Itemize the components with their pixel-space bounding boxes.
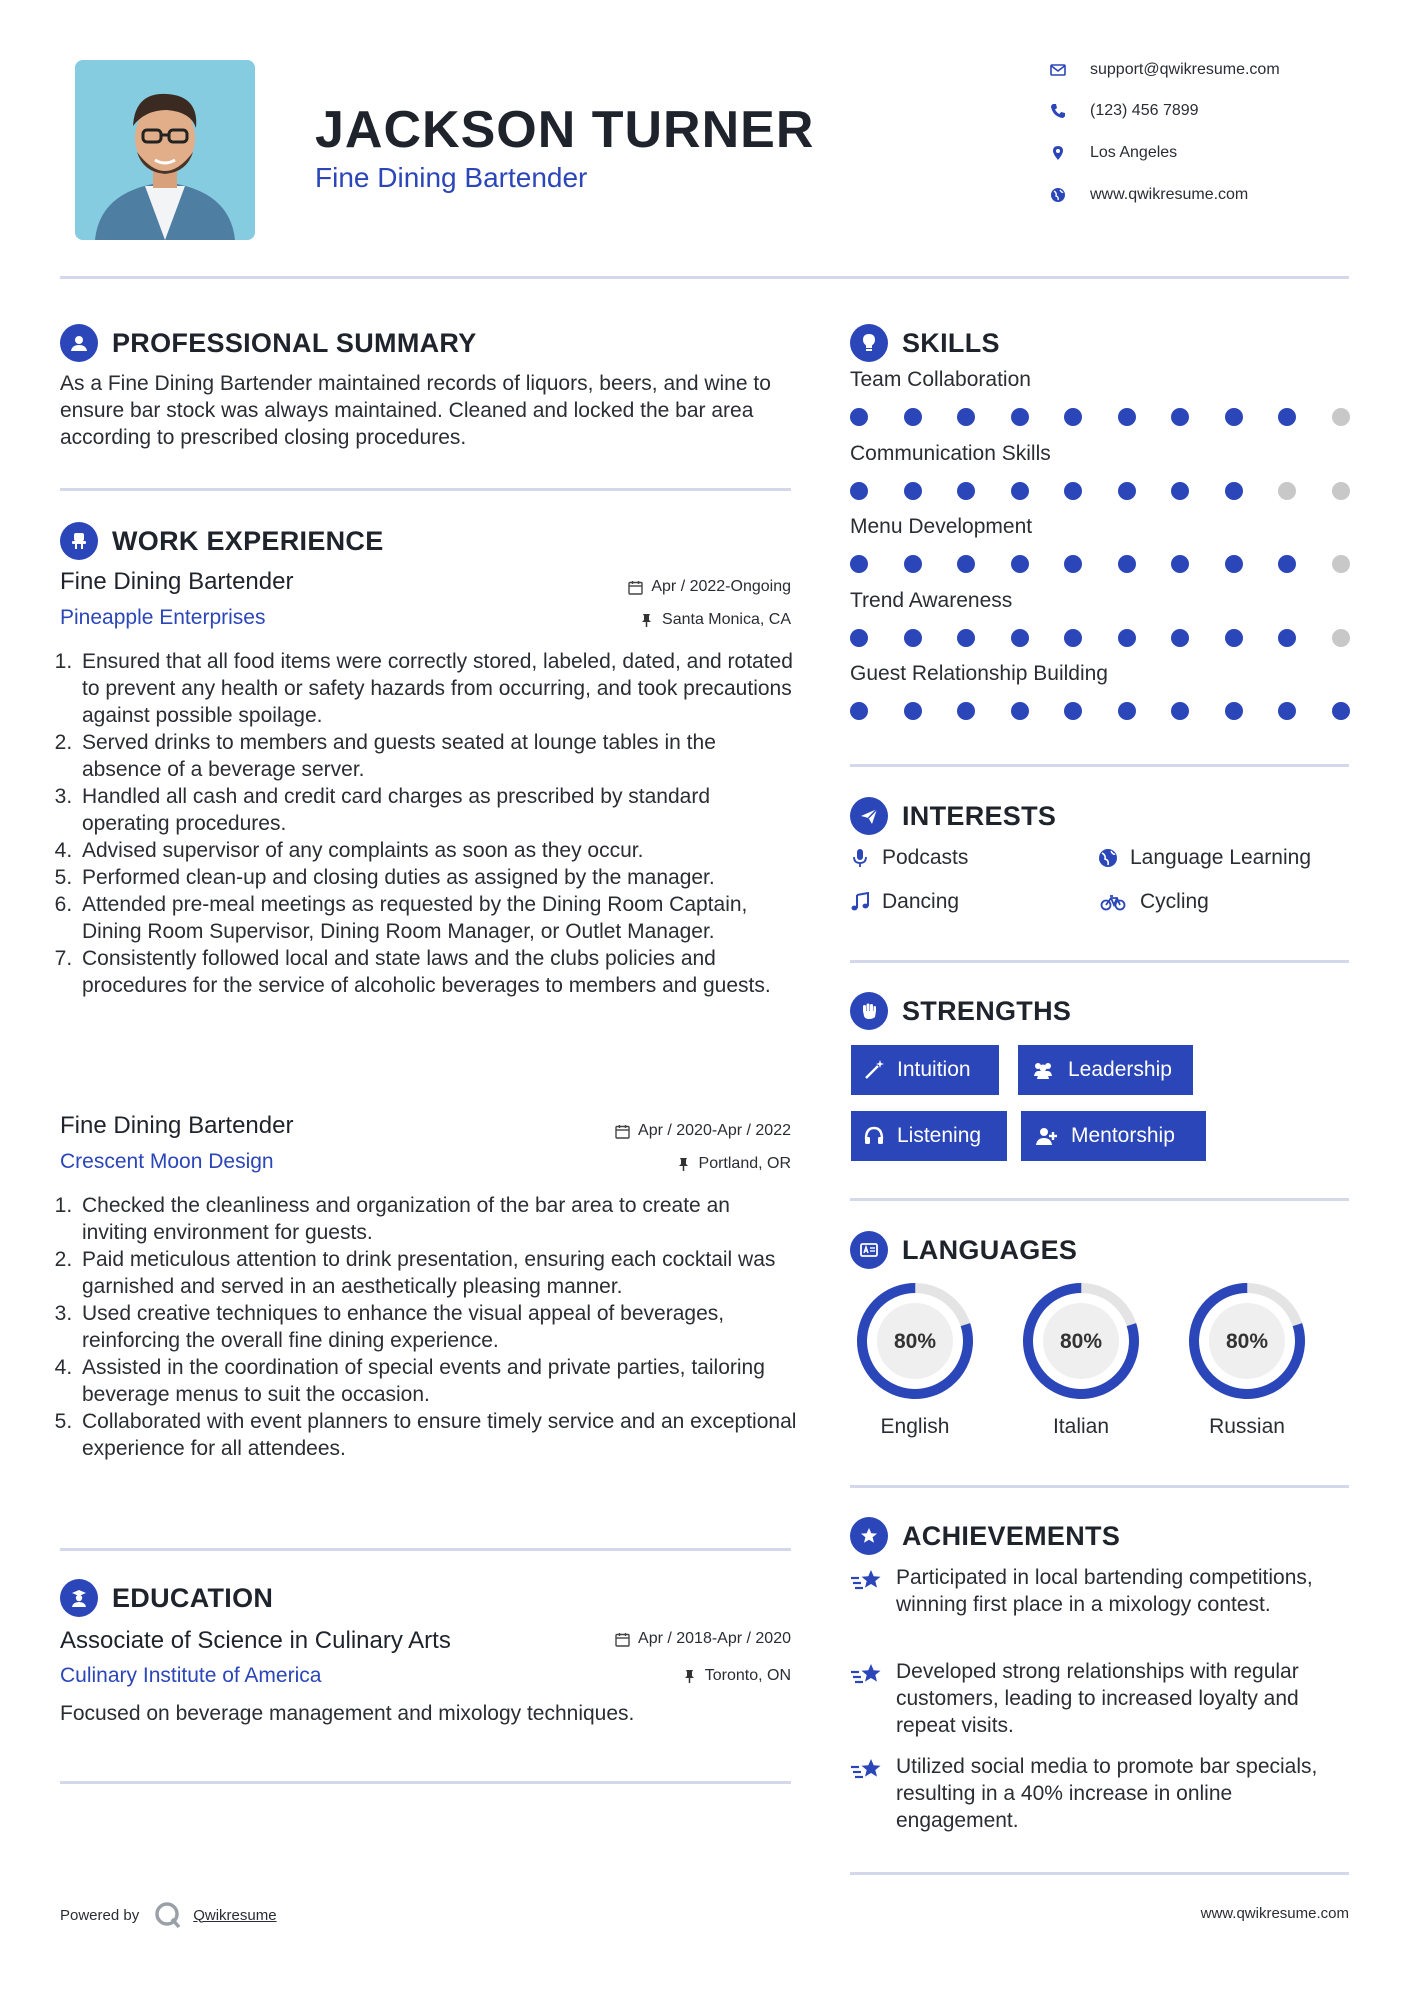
rating-dot-filled	[850, 482, 868, 500]
skill-rating	[850, 629, 1350, 647]
graduate-icon	[68, 1587, 90, 1609]
skill-name: Communication Skills	[850, 441, 1051, 465]
calendar-icon	[628, 580, 643, 595]
rating-dot-filled	[1118, 702, 1136, 720]
skill-rating	[850, 702, 1350, 720]
shooting-star-icon	[850, 1660, 884, 1690]
rating-dot-filled	[1064, 482, 1082, 500]
contact-phone-text: (123) 456 7899	[1090, 102, 1199, 119]
skills-heading: SKILLS	[902, 327, 1000, 358]
rating-dot-filled	[1225, 555, 1243, 573]
summary-divider	[60, 488, 791, 491]
rating-dot-filled	[904, 702, 922, 720]
rating-dot-filled	[1278, 555, 1296, 573]
rating-dot-filled	[850, 408, 868, 426]
contact-phone[interactable]	[1050, 99, 1350, 123]
rating-dot-filled	[1011, 408, 1029, 426]
education-description: Focused on beverage management and mixology techniques.	[60, 1702, 635, 1725]
skill-row	[850, 515, 1350, 573]
job-2-title: Fine Dining Bartender	[60, 1112, 294, 1139]
rating-dot-filled	[1118, 482, 1136, 500]
language-proficiency-ring	[850, 1276, 980, 1406]
achievements-divider	[850, 1872, 1349, 1875]
experience-header	[60, 521, 384, 561]
lightbulb-icon	[858, 332, 880, 354]
skill-row	[850, 589, 1350, 647]
list-item: 4. Assisted in the coordination of special events and private parties, tailoring beverage menus to suit the occasion.	[78, 1354, 800, 1408]
job-2-date: Apr / 2020-Apr / 2022	[540, 1122, 791, 1140]
rating-dot-filled	[1171, 408, 1189, 426]
skill-rating	[850, 555, 1350, 573]
calendar-icon	[615, 1632, 630, 1647]
rating-dot-filled	[957, 702, 975, 720]
list-item: 3. Used creative techniques to enhance the visual appeal of beverages, reinforcing the overall fine dining experience.	[78, 1300, 800, 1354]
ring-percent-label: 80%	[1059, 1330, 1103, 1353]
contact-email[interactable]	[1050, 58, 1350, 82]
language-item	[1182, 1276, 1317, 1439]
map-marker-icon	[1050, 145, 1066, 161]
microphone-icon	[850, 848, 870, 868]
summary-heading: PROFESSIONAL SUMMARY	[112, 327, 477, 358]
rating-dot-filled	[1171, 482, 1189, 500]
skills-divider	[850, 764, 1349, 767]
rating-dot-filled	[957, 408, 975, 426]
footer-website[interactable]: www.qwikresume.com	[1200, 1905, 1349, 1922]
user-plus-icon	[1033, 1125, 1059, 1147]
interests-header	[850, 796, 1056, 836]
rating-dot-empty	[1332, 408, 1350, 426]
skill-rating	[850, 408, 1350, 426]
rating-dot-filled	[1278, 629, 1296, 647]
rating-dot-filled	[904, 482, 922, 500]
skill-rating	[850, 482, 1350, 500]
rating-dot-filled	[1225, 702, 1243, 720]
rating-dot-empty	[1332, 629, 1350, 647]
rating-dot-filled	[1011, 555, 1029, 573]
achievement-item-3: Utilized social media to promote bar specials, resulting in a 40% increase in online engagement.	[850, 1753, 1349, 1834]
skill-name: Guest Relationship Building	[850, 662, 1108, 685]
contact-location-text: Los Angeles	[1090, 144, 1178, 161]
list-item: 5. Collaborated with event planners to ensure timely service and an exceptional experience for all attendees.	[78, 1408, 800, 1462]
language-name: Italian	[1052, 1415, 1110, 1438]
list-item: 3. Handled all cash and credit card charges as prescribed by standard operating procedures.	[78, 783, 800, 837]
fist-icon	[858, 1000, 880, 1022]
rating-dot-filled	[1118, 555, 1136, 573]
interests-heading: INTERESTS	[902, 800, 1057, 831]
strength-listening: Listening	[851, 1111, 1007, 1161]
job-1-location: Santa Monica, CA	[560, 611, 791, 629]
paper-plane-icon	[858, 805, 880, 827]
user-icon	[68, 332, 90, 354]
rating-dot-filled	[1225, 482, 1243, 500]
rating-dot-filled	[1225, 629, 1243, 647]
rating-dot-empty	[1278, 482, 1296, 500]
strength-mentorship: Mentorship	[1021, 1111, 1206, 1161]
rating-dot-empty	[1332, 482, 1350, 500]
skill-name: Team Collaboration	[850, 368, 1031, 391]
rating-dot-filled	[1064, 629, 1082, 647]
skill-row	[850, 662, 1350, 720]
header-divider	[60, 276, 1349, 279]
languages-heading: LANGUAGES	[902, 1234, 1078, 1265]
headphones-icon	[863, 1125, 885, 1147]
calendar-icon	[615, 1124, 630, 1139]
list-item: 1. Ensured that all food items were correctly stored, labeled, dated, and rotated to prevent any health or safety hazards from occurring, and took precautions against possible spoilage.	[78, 648, 800, 729]
language-item	[850, 1276, 985, 1439]
chair-icon	[68, 530, 90, 552]
strength-intuition: Intuition	[851, 1045, 999, 1095]
list-item: 2. Served drinks to members and guests seated at lounge tables in the absence of a beverage server.	[78, 729, 800, 783]
summary-text: As a Fine Dining Bartender maintained records of liquors, beers, and wine to ensure bar stock was always maintained. Cleaned and locked the bar area according to prescribed closing procedures.	[60, 372, 771, 449]
candidate-name: JACKSON TURNER	[315, 101, 815, 159]
job-1-company: Pineapple Enterprises	[60, 606, 266, 629]
contact-website[interactable]	[1050, 183, 1350, 207]
education-school: Culinary Institute of America	[60, 1664, 322, 1687]
footer-powered-by: Powered by Qwikresume	[60, 1900, 277, 1930]
job-2-location: Portland, OR	[560, 1155, 791, 1173]
language-item	[1016, 1276, 1151, 1439]
rating-dot-filled	[1171, 629, 1189, 647]
rating-dot-filled	[1171, 702, 1189, 720]
interests-divider	[850, 960, 1349, 963]
list-item: 7. Consistently followed local and state laws and the clubs policies and procedures for the service of alcoholic beverages to members and guests.	[78, 945, 800, 999]
languages-divider	[850, 1485, 1349, 1488]
rating-dot-filled	[1278, 702, 1296, 720]
contact-email-text: support@qwikresume.com	[1090, 61, 1280, 78]
ring-percent-label: 80%	[893, 1330, 937, 1353]
skill-row	[850, 368, 1350, 426]
rating-dot-filled	[1064, 702, 1082, 720]
achievements-header	[850, 1516, 1120, 1556]
rating-dot-filled	[1171, 555, 1189, 573]
language-proficiency-ring	[1016, 1276, 1146, 1406]
education-degree: Associate of Science in Culinary Arts	[60, 1627, 451, 1654]
job-2-duties	[60, 1192, 800, 1462]
skill-name: Trend Awareness	[850, 588, 1013, 612]
skill-row	[850, 442, 1350, 500]
star-badge-icon	[858, 1525, 880, 1547]
language-proficiency-ring	[1182, 1276, 1312, 1406]
job-1-duties	[60, 648, 800, 999]
list-item: 5. Performed clean-up and closing duties as assigned by the manager.	[78, 864, 800, 891]
phone-icon	[1050, 103, 1066, 119]
rating-dot-filled	[1011, 629, 1029, 647]
languages-header	[850, 1230, 1077, 1270]
job-1-title: Fine Dining Bartender	[60, 568, 294, 595]
summary-header	[60, 323, 477, 363]
education-header	[60, 1578, 273, 1618]
pushpin-icon	[682, 1669, 697, 1684]
job-1-date: Apr / 2022-Ongoing	[560, 578, 791, 596]
candidate-title: Fine Dining Bartender	[315, 162, 588, 193]
rating-dot-filled	[1225, 408, 1243, 426]
education-divider	[60, 1781, 791, 1784]
rating-dot-filled	[1332, 702, 1350, 720]
music-note-icon	[850, 892, 870, 912]
contact-location	[1050, 141, 1350, 165]
rating-dot-empty	[1332, 555, 1350, 573]
interest-dancing: Dancing	[850, 890, 959, 914]
rating-dot-filled	[1278, 408, 1296, 426]
rating-dot-filled	[1064, 555, 1082, 573]
rating-dot-filled	[904, 408, 922, 426]
achievement-item-2: Developed strong relationships with regular customers, leading to increased loyalty and repeat visits.	[850, 1658, 1349, 1739]
education-location: Toronto, ON	[560, 1667, 791, 1685]
list-item: 6. Attended pre-meal meetings as requested by the Dining Room Captain, Dining Room Supervisor, Dining Room Manager, or Outlet Manager.	[78, 891, 800, 945]
achievement-item-1: Participated in local bartending competitions, winning first place in a mixology contest.	[850, 1564, 1349, 1618]
envelope-icon	[1050, 62, 1066, 78]
strengths-divider	[850, 1198, 1349, 1201]
language-name: Russian	[1209, 1415, 1285, 1438]
education-heading: EDUCATION	[112, 1582, 274, 1613]
globe-icon	[1098, 848, 1118, 868]
shooting-star-icon	[850, 1755, 884, 1785]
job-2-company: Crescent Moon Design	[60, 1150, 274, 1173]
interest-language-learning: Language Learning	[1098, 846, 1311, 870]
strengths-header	[850, 991, 1071, 1031]
qwikresume-logo-icon	[153, 1900, 183, 1930]
rating-dot-filled	[850, 555, 868, 573]
globe-icon	[1050, 187, 1066, 203]
users-icon	[1030, 1059, 1056, 1081]
language-name: English	[880, 1415, 950, 1438]
footer-brand-link[interactable]: Qwikresume	[193, 1906, 277, 1924]
strength-leadership: Leadership	[1018, 1045, 1193, 1095]
shooting-star-icon	[850, 1566, 884, 1596]
experience-divider	[60, 1548, 791, 1551]
rating-dot-filled	[1011, 702, 1029, 720]
profile-photo	[75, 60, 255, 240]
rating-dot-filled	[904, 555, 922, 573]
interest-cycling: Cycling	[1098, 890, 1209, 914]
rating-dot-filled	[850, 702, 868, 720]
language-card-icon	[858, 1239, 880, 1261]
rating-dot-filled	[957, 629, 975, 647]
strengths-heading: STRENGTHS	[902, 995, 1072, 1026]
rating-dot-filled	[850, 629, 868, 647]
pushpin-icon	[676, 1157, 691, 1172]
rating-dot-filled	[904, 629, 922, 647]
pushpin-icon	[639, 613, 654, 628]
bicycle-icon	[1098, 892, 1128, 912]
magic-wand-icon	[863, 1059, 885, 1081]
interest-podcasts: Podcasts	[850, 846, 968, 870]
experience-heading: WORK EXPERIENCE	[112, 525, 384, 556]
list-item: 2. Paid meticulous attention to drink presentation, ensuring each cocktail was garnished and served in an aesthetically pleasing manner.	[78, 1246, 800, 1300]
rating-dot-filled	[1118, 408, 1136, 426]
rating-dot-filled	[957, 555, 975, 573]
rating-dot-filled	[1064, 408, 1082, 426]
skills-header	[850, 323, 1000, 363]
contact-website-text: www.qwikresume.com	[1090, 186, 1249, 203]
education-date: Apr / 2018-Apr / 2020	[540, 1630, 791, 1648]
ring-percent-label: 80%	[1225, 1330, 1269, 1353]
list-item: 1. Checked the cleanliness and organization of the bar area to create an inviting environment for guests.	[78, 1192, 800, 1246]
rating-dot-filled	[957, 482, 975, 500]
rating-dot-filled	[1118, 629, 1136, 647]
achievements-heading: ACHIEVEMENTS	[902, 1520, 1121, 1551]
skill-name: Menu Development	[850, 515, 1033, 538]
list-item: 4. Advised supervisor of any complaints as soon as they occur.	[78, 837, 800, 864]
rating-dot-filled	[1011, 482, 1029, 500]
